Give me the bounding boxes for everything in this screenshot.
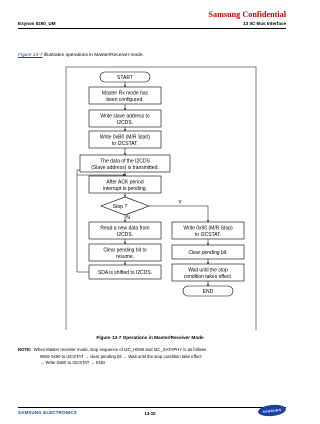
box-write-slave-address bbox=[89, 110, 161, 127]
svg-text:to I2CSTAT.: to I2CSTAT. bbox=[194, 232, 222, 238]
box-write-stop bbox=[172, 222, 244, 239]
start-label: START bbox=[117, 75, 133, 81]
intro-text: illustrates operations in Master/Receiver mode. bbox=[42, 53, 144, 58]
svg-text:interrupt is pending.: interrupt is pending. bbox=[103, 186, 147, 192]
figure-caption: Figure 13-7 Operations in Master/Receiver Mode bbox=[96, 335, 204, 340]
page-number: 13-10 bbox=[144, 411, 156, 416]
svg-text:resume.: resume. bbox=[115, 254, 135, 260]
note-label: NOTE: bbox=[18, 347, 32, 352]
box-ack-pending bbox=[89, 176, 161, 193]
svg-text:Master Rx mode has: Master Rx mode has bbox=[101, 90, 149, 97]
svg-text:to I2CSTAT.: to I2CSTAT. bbox=[111, 141, 139, 147]
logo-text: SAMSUNG bbox=[262, 407, 282, 414]
box-data-transmitted bbox=[80, 155, 170, 172]
box-read-data bbox=[89, 222, 161, 239]
footer-rule bbox=[18, 407, 286, 408]
svg-text:Write slave address to: Write slave address to bbox=[100, 113, 150, 120]
svg-text:Wait until the stop: Wait until the stop bbox=[188, 267, 228, 274]
svg-text:condition takes effect.: condition takes effect. bbox=[183, 274, 233, 280]
svg-text:Read a new data from: Read a new data from bbox=[100, 225, 150, 232]
box-wait-stop bbox=[172, 264, 244, 281]
start-terminal bbox=[100, 72, 150, 82]
svg-text:After ACK period: After ACK period bbox=[106, 179, 144, 186]
svg-text:The data of the I2CDS: The data of the I2CDS bbox=[100, 158, 150, 165]
figure-link[interactable]: Figure 13-7 bbox=[18, 53, 43, 58]
svg-text:Stop ?: Stop ? bbox=[112, 204, 128, 210]
svg-text:I2CDS.: I2CDS. bbox=[116, 232, 134, 238]
box-clear-pending bbox=[172, 245, 244, 259]
box-sda-shifted bbox=[89, 265, 161, 279]
document-title: Exynos 5250_UM bbox=[18, 21, 56, 26]
note-line-2: Write 0x90 to I2CSTAT → clear pending bit → Wait until the stop condition take effect bbox=[40, 353, 202, 359]
footer-brand: SAMSUNG ELECTRONICS bbox=[18, 410, 77, 415]
note-line-1: When Master receiver mode, stop sequence of I2C_HDMI and I2C_SATAPHY is as follows bbox=[33, 347, 207, 352]
no-label: N bbox=[126, 215, 130, 221]
svg-text:Write 0xB0 (M/R Start): Write 0xB0 (M/R Start) bbox=[99, 134, 151, 141]
svg-text:I2CDS.: I2CDS. bbox=[116, 120, 134, 126]
svg-text:(Slave address) is transmitted: (Slave address) is transmitted. bbox=[91, 165, 159, 171]
chapter-title: 13 IIC-Bus Interface bbox=[243, 21, 286, 26]
svg-text:Clear pending bit to: Clear pending bit to bbox=[103, 247, 147, 254]
box-clear-resume bbox=[89, 244, 161, 261]
svg-text:been configured.: been configured. bbox=[106, 97, 144, 103]
yes-label: Y bbox=[178, 200, 182, 206]
note-block bbox=[18, 347, 206, 367]
decision-stop bbox=[101, 197, 182, 221]
box-write-start bbox=[89, 131, 161, 148]
svg-text:SDA is shifted to I2CDS.: SDA is shifted to I2CDS. bbox=[97, 270, 153, 276]
box-mode-configured bbox=[89, 87, 161, 104]
svg-text:Clear pending bit.: Clear pending bit. bbox=[188, 250, 228, 256]
note-line-3: → Write 0xB0 to I2CSTAT → END bbox=[40, 360, 106, 366]
end-terminal bbox=[183, 286, 233, 296]
confidential-mark: Samsung Confidential bbox=[208, 10, 286, 19]
end-label: END bbox=[202, 289, 214, 295]
svg-text:Write 0x90 (M/R Stop): Write 0x90 (M/R Stop) bbox=[183, 225, 233, 232]
